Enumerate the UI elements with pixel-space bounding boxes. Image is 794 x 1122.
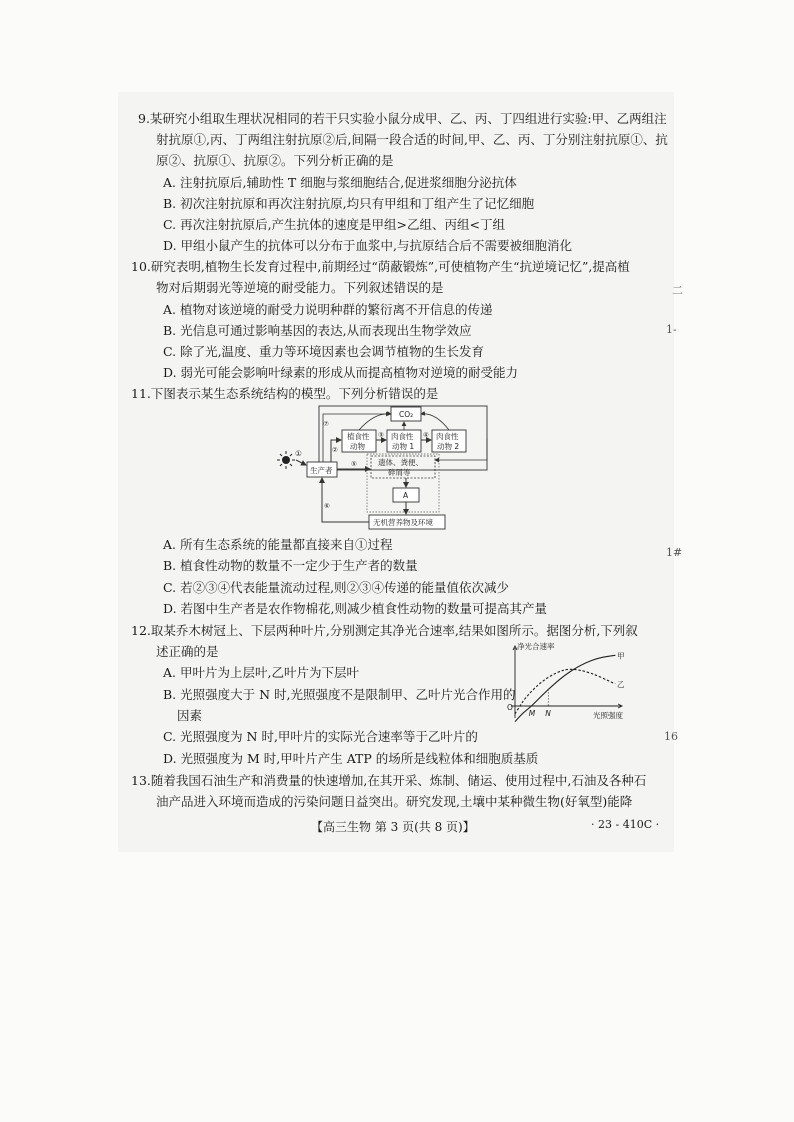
producer-label: 生产者 [310, 466, 333, 475]
q12-line-1: 12.取某乔木树冠上、下层两种叶片,分别测定其净光合速率,结果如图所示。据图分析,下列叙 [131, 623, 638, 638]
carnivore2-label-2: 动物 2 [437, 442, 460, 451]
q9-option-d: D. 甲组小鼠产生的抗体可以分布于血浆中,与抗原结合后不需要被细胞消化 [163, 238, 572, 253]
q12-option-d: D. 光照强度为 M 时,甲叶片产生 ATP 的场所是线粒体和细胞质基质 [163, 751, 539, 766]
circle-5-label: ⑤ [351, 460, 357, 468]
q10-option-d: D. 弱光可能会影响叶绿素的形成从而提高植物对逆境的耐受能力 [163, 365, 519, 380]
arrow-6 [322, 478, 369, 522]
q13-line-2: 油产品进入环境而造成的污染问题日益突出。研究发现,土壤中某种微生物(好氧型)能降 [156, 794, 633, 809]
inorganic-label: 无机营养物及环境 [373, 518, 433, 527]
q12-option-a: A. 甲叶片为上层叶,乙叶片为下层叶 [163, 665, 359, 680]
circle-4-label: ④ [423, 431, 429, 439]
circle-7-label: ⑦ [323, 420, 329, 428]
q12-option-b: B. 光照强度大于 N 时,光照强度不是限制甲、乙叶片光合作用的 [163, 687, 516, 702]
a-label: A [403, 491, 409, 500]
q9-option-c: C. 再次注射抗原后,产生抗体的速度是甲组>乙组、丙组<丁组 [163, 217, 505, 232]
footer-code: · 23 - 410C · [591, 818, 660, 831]
remains-label-1: 遗体、粪便、 [378, 458, 423, 467]
q10-line-1: 10.研究表明,植物生长发育过程中,前期经过“荫蔽锻炼”,可使植物产生“抗逆境记忆”,提高植 [131, 259, 630, 274]
circle-1-label: ① [295, 449, 302, 458]
margin-mark-4: 16 [664, 730, 678, 743]
remains-label-2: 碎屑等 [388, 468, 411, 477]
arrow-carnivore2-co2 [421, 414, 449, 430]
herbivore-label-2: 动物 [350, 442, 365, 451]
q9-line-1: 9.某研究小组取生理状况相同的若干只实验小鼠分成甲、乙、丙、丁四组进行实验:甲、乙两组注 [138, 111, 667, 126]
herbivore-label-1: 植食性 [347, 432, 370, 441]
q9-line-3: 原②、抗原①、抗原②。下列分析正确的是 [156, 153, 394, 168]
footer-page-info: 【高三生物 第 3 页(共 8 页)】 [311, 820, 475, 834]
tick-label-M: M [528, 709, 536, 718]
q9-option-b: B. 初次注射抗原和再次注射抗原,均只有甲组和丁组产生了记忆细胞 [163, 196, 535, 211]
series-label-jia: 甲 [617, 651, 625, 661]
q13-line-1: 13.随着我国石油生产和消费量的快速增加,在其开采、炼制、储运、使用过程中,石油及各种石 [131, 773, 647, 788]
margin-mark-2: 1- [666, 323, 677, 336]
arrow-herbivore-co2 [359, 414, 391, 430]
q11-option-b: B. 植食性动物的数量不一定少于生产者的数量 [163, 558, 418, 573]
ecosystem-diagram [275, 402, 505, 532]
q10-option-b: B. 光信息可通过影响基因的表达,从而表现出生物学效应 [163, 323, 472, 338]
q10-line-2: 物对后期弱光等逆境的耐受能力。下列叙述错误的是 [156, 280, 444, 295]
origin-label: O [507, 703, 513, 712]
q11-option-a: A. 所有生态系统的能量都直接来自①过程 [163, 537, 393, 552]
q11-line-1: 11.下图表示某生态系统结构的模型。下列分析错误的是 [131, 386, 439, 401]
tick-label-N: N [545, 709, 551, 718]
photosynthesis-chart [503, 640, 628, 725]
circle-6-label: ⑥ [324, 502, 330, 510]
x-axis-label: 光照强度 [593, 711, 623, 720]
q11-option-d: D. 若图中生产者是农作物棉花,则减少植食性动物的数量可提高其产量 [163, 601, 547, 616]
q9-option-a: A. 注射抗原后,辅助性 T 细胞与浆细胞结合,促进浆细胞分泌抗体 [163, 175, 517, 190]
arrow-1 [296, 460, 306, 465]
circle-3-label: ③ [378, 431, 384, 439]
carnivore2-label-1: 肉食性 [436, 432, 459, 441]
y-axis-label: 净光合速率 [517, 642, 555, 651]
carnivore1-label-1: 肉食性 [391, 432, 414, 441]
series-label-yi: 乙 [617, 679, 625, 689]
q9-line-2: 射抗原①,丙、丁两组注射抗原②后,间隔一段合适的时间,甲、乙、丙、丁分别注射抗原①、抗 [156, 132, 668, 147]
q12-option-b-cont: 因素 [177, 708, 203, 723]
q11-option-c: C. 若②③④代表能量流动过程,则②③④传递的能量值依次减少 [163, 580, 510, 595]
co2-label: CO₂ [399, 410, 414, 419]
circle-2-label: ② [332, 446, 338, 454]
margin-mark-1: 二 [672, 284, 683, 297]
carnivore1-label-2: 动物 1 [392, 442, 415, 451]
q12-line-2: 述正确的是 [156, 644, 219, 659]
q10-option-a: A. 植物对该逆境的耐受力说明种群的繁衍离不开信息的传递 [163, 302, 493, 317]
q10-option-c: C. 除了光,温度、重力等环境因素也会调节植物的生长发育 [163, 344, 485, 359]
q12-option-c: C. 光照强度为 N 时,甲叶片的实际光合速率等于乙叶片的 [163, 729, 478, 744]
margin-mark-3: 1# [666, 546, 683, 559]
sun-icon [277, 451, 295, 469]
